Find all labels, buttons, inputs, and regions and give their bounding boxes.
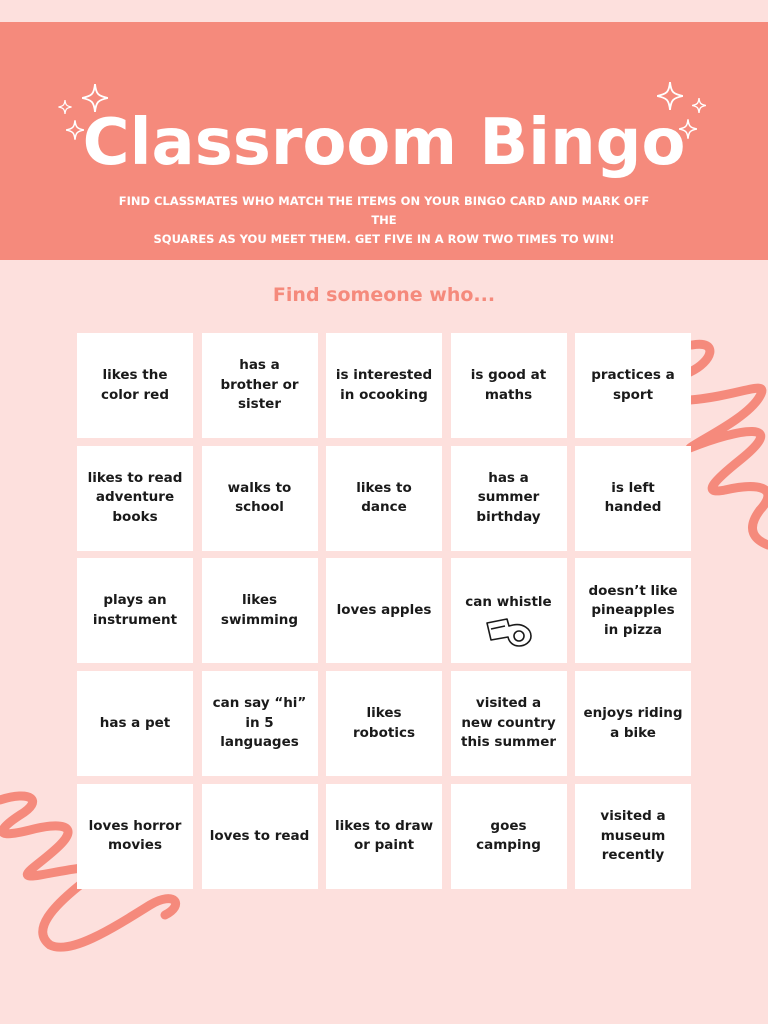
bingo-cell-label: loves apples bbox=[336, 602, 432, 619]
bingo-cell-label: visited a museum recently bbox=[600, 808, 666, 863]
bingo-cell-label: has a summer birthday bbox=[476, 469, 541, 525]
bingo-cell[interactable] bbox=[202, 333, 318, 438]
bingo-cell[interactable] bbox=[326, 558, 442, 663]
bingo-cell-label: enjoys riding a bike bbox=[583, 705, 683, 741]
bingo-cell[interactable] bbox=[575, 784, 691, 889]
bingo-cell[interactable] bbox=[77, 784, 193, 889]
bingo-grid bbox=[77, 333, 691, 889]
bingo-cell[interactable] bbox=[575, 446, 691, 551]
bingo-cell[interactable] bbox=[575, 333, 691, 438]
bingo-cell-label: likes to dance bbox=[356, 479, 412, 516]
bingo-cell-label: practices a sport bbox=[591, 367, 675, 403]
bingo-cell-label: walks to school bbox=[227, 479, 292, 516]
bingo-cell-label: is interested in ocooking bbox=[335, 367, 433, 403]
bingo-cell-label: likes the color red bbox=[100, 367, 169, 403]
bingo-cell[interactable] bbox=[451, 333, 567, 438]
bingo-cell[interactable] bbox=[77, 446, 193, 551]
bingo-cell-label: likes robotics bbox=[353, 705, 415, 741]
whistle-icon bbox=[485, 617, 533, 647]
bingo-cell-label: plays an instrument bbox=[92, 592, 178, 628]
page-title: Classroom Bingo bbox=[82, 106, 686, 180]
bingo-cell-label: visited a new country this summer bbox=[460, 695, 557, 751]
bingo-cell-label: loves to read bbox=[209, 827, 310, 844]
bingo-cell-label: can whistle bbox=[465, 594, 552, 611]
bingo-cell-label: is left handed bbox=[604, 479, 662, 516]
bingo-cell-label: likes to draw or paint bbox=[334, 817, 434, 854]
section-subtitle: Find someone who... bbox=[272, 284, 496, 306]
bingo-cell[interactable] bbox=[202, 784, 318, 889]
bingo-cell[interactable] bbox=[451, 671, 567, 776]
bingo-cell-label: goes camping bbox=[476, 817, 541, 854]
bingo-cell-label: can say “hi” in 5 languages bbox=[212, 695, 307, 751]
bingo-cell-label: has a pet bbox=[99, 714, 171, 731]
description-line: SQUARES AS YOU MEET THEM. GET FIVE IN A ROW TWO TIMES TO WIN! bbox=[153, 232, 615, 246]
bingo-cell[interactable] bbox=[202, 446, 318, 551]
bingo-cell[interactable] bbox=[451, 558, 567, 663]
bingo-cell[interactable] bbox=[575, 671, 691, 776]
bingo-cell-label: likes to read adventure books bbox=[87, 469, 183, 525]
bingo-cell[interactable] bbox=[451, 784, 567, 889]
bingo-cell[interactable] bbox=[202, 558, 318, 663]
bingo-cell[interactable] bbox=[326, 784, 442, 889]
bingo-cell[interactable] bbox=[77, 671, 193, 776]
bingo-cell[interactable] bbox=[77, 333, 193, 438]
bingo-cell-label: has a brother or sister bbox=[220, 357, 299, 413]
bingo-cell[interactable] bbox=[77, 558, 193, 663]
bingo-cell-label: likes swimming bbox=[220, 592, 299, 628]
bingo-cell[interactable] bbox=[575, 558, 691, 663]
bingo-cell[interactable] bbox=[451, 446, 567, 551]
bingo-cell[interactable] bbox=[326, 333, 442, 438]
bingo-cell-label: loves horror movies bbox=[88, 817, 182, 854]
page-description bbox=[110, 192, 658, 249]
description-line: FIND CLASSMATES WHO MATCH THE ITEMS ON YOUR BINGO CARD AND MARK OFF THE bbox=[118, 194, 650, 227]
bingo-cell[interactable] bbox=[202, 671, 318, 776]
bingo-cell[interactable] bbox=[326, 671, 442, 776]
bingo-cell-label: is good at maths bbox=[470, 367, 547, 403]
bingo-cell-label: doesn’t like pineapples in pizza bbox=[588, 582, 678, 638]
bingo-cell[interactable] bbox=[326, 446, 442, 551]
